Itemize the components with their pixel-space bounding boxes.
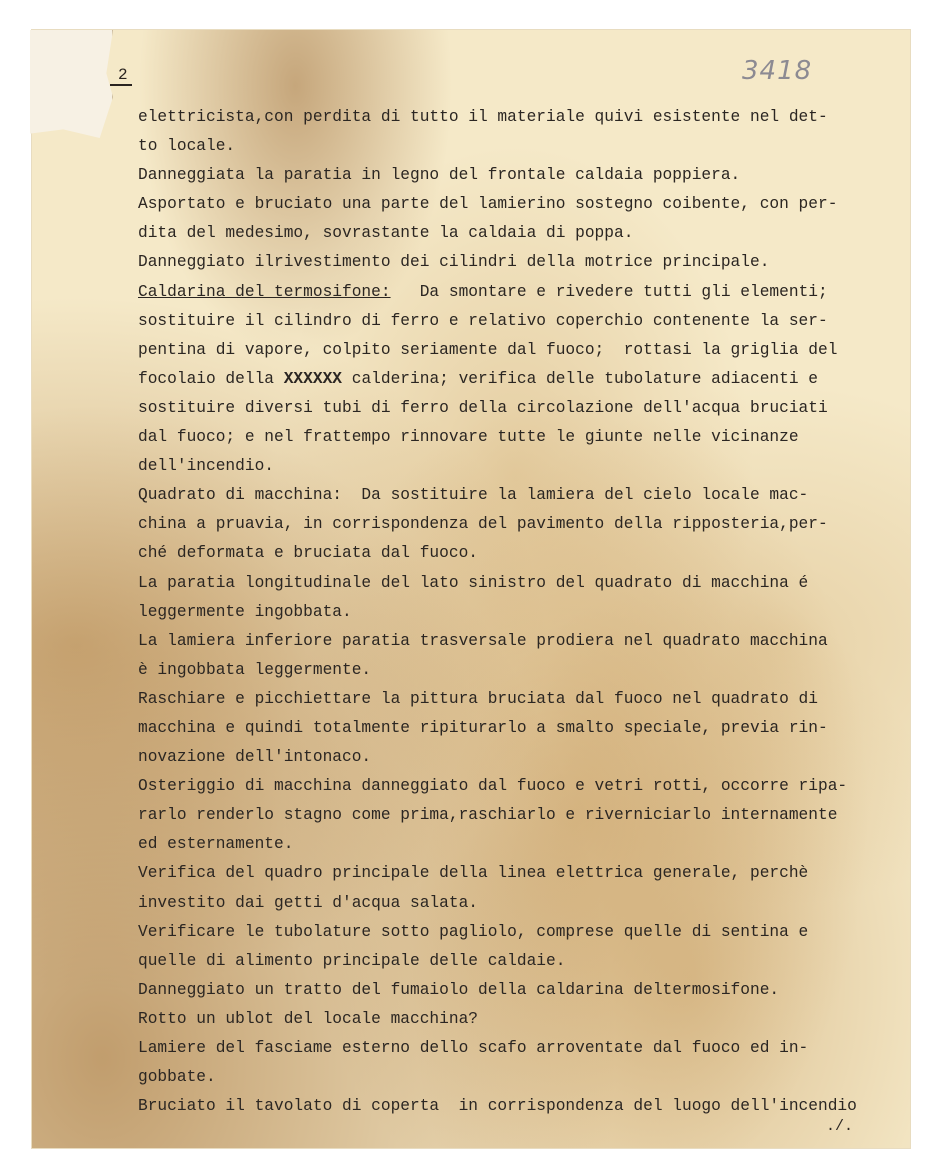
text-line: Raschiare e picchiettare la pittura bruciata dal fuoco nel quadrato di (138, 689, 818, 708)
text-line: ché deformata e bruciata dal fuoco. (138, 544, 478, 563)
text-line: novazione dell'intonaco. (138, 748, 372, 767)
text-line (138, 278, 898, 307)
text-segment: calderina; verifica delle tubolature adiacenti e (342, 369, 819, 388)
text-line: sostituire diversi tubi di ferro della circolazione dell'acqua bruciati (138, 398, 828, 417)
typewritten-text (138, 103, 898, 1121)
text-line: La lamiera inferiore paratia trasversale prodiera nel quadrato macchina (138, 631, 828, 650)
text-line: Quadrato di macchina: Da sostituire la lamiera del cielo locale mac- (138, 486, 809, 505)
text-line: elettricista,con perdita di tutto il materiale quivi esistente nel det- (138, 108, 828, 126)
text-line: Danneggiata la paratia in legno del frontale caldaia poppiera. (138, 166, 741, 185)
text-line: to locale. (138, 137, 236, 156)
text-line: Lamiere del fasciame esterno dello scafo arroventate dal fuoco ed in- (138, 1039, 809, 1057)
text-segment: focolaio della (138, 369, 274, 388)
text-line: Danneggiato un tratto del fumaiolo della caldarina deltermosifone. (138, 980, 780, 999)
text-line: quelle di alimento principale delle caldaie. (138, 951, 566, 970)
text-line: Verifica del quadro principale della linea elettrica generale, perchè (138, 864, 809, 883)
text-line: gobbate. (138, 1068, 216, 1087)
text-line: Danneggiato ilrivestimento dei cilindri della motrice principale. (138, 253, 770, 272)
text-line: è ingobbata leggermente. (138, 660, 372, 679)
page-number: 2 (110, 66, 132, 86)
text-line: macchina e quindi totalmente ripiturarlo a smalto speciale, previa rin- (138, 718, 828, 737)
struck-out-text: XXXXXX (283, 369, 343, 388)
text-line: rarlo renderlo stagno come prima,raschiarlo e riverniciarlo internamente (138, 806, 838, 825)
torn-corner (30, 30, 113, 138)
text-line: investito dai getti d'acqua salata. (138, 893, 478, 912)
text-line: Osteriggio di macchina danneggiato dal fuoco e vetri rotti, occorre ripa- (138, 777, 848, 796)
text-line: ed esternamente. (138, 835, 294, 854)
text-line: Rotto un ublot del locale macchina? (138, 1009, 478, 1028)
text-line: leggermente ingobbata. (138, 602, 352, 621)
text-line: dell'incendio. (138, 457, 274, 476)
text-line: Verificare le tubolature sotto pagliolo, comprese quelle di sentina e (138, 922, 809, 941)
continuation-mark: ./. (826, 1118, 854, 1135)
text-line: Asportato e bruciato una parte del lamierino sostegno coibente, con per- (138, 195, 838, 214)
text-line: sostituire il cilindro di ferro e relativo coperchio contenente la ser- (138, 311, 828, 330)
text-line: Bruciato il tavolato di coperta in corrispondenza del luogo dell'incendio (138, 1097, 857, 1116)
text-line: La paratia longitudinale del lato sinistro del quadrato di macchina é (138, 573, 809, 592)
text-segment: Da smontare e rivedere tutti gli elementi; (390, 282, 828, 301)
section-heading: Caldarina del termosifone: (138, 282, 391, 301)
text-line: dal fuoco; e nel frattempo rinnovare tutte le giunte nelle vicinanze (138, 428, 799, 447)
reference-number: 3418 (742, 56, 813, 86)
text-line: pentina di vapore, colpito seriamente dal fuoco; rottasi la griglia del (138, 340, 838, 359)
text-line: china a pruavia, in corrispondenza del pavimento della ripposteria,per- (138, 515, 828, 534)
text-line: dita del medesimo, sovrastante la caldaia di poppa. (138, 224, 634, 243)
text-line (138, 365, 898, 394)
